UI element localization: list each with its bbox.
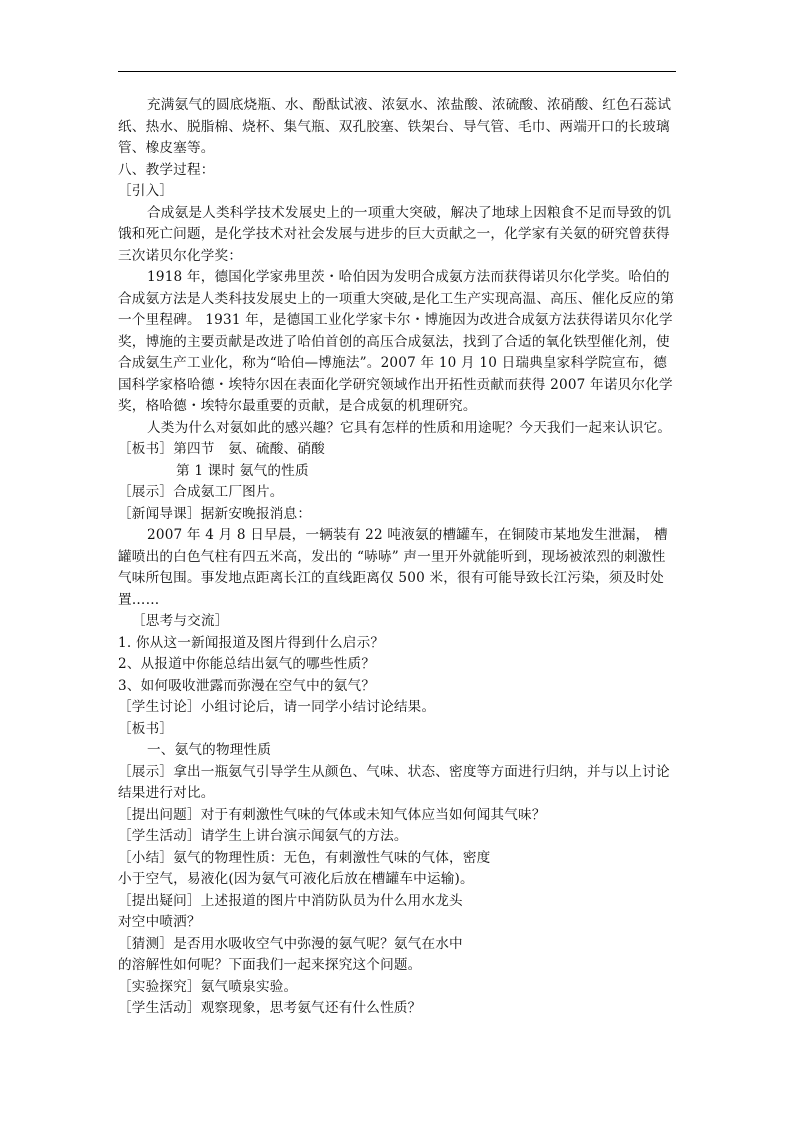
guess-text: 是否用水吸收空气中弥漫的氨气呢？氨气在水中 <box>173 935 463 952</box>
show-label-1: ［展示］ <box>118 484 174 500</box>
show-text-1: 合成氨工厂图片。 <box>173 484 284 500</box>
experiment-label: ［实验探究］ <box>118 978 201 995</box>
intro-label: ［引入］ <box>118 183 174 199</box>
raise-question-label-1: ［提出问题］ <box>118 806 201 823</box>
show-label-2: ［展示］ <box>118 763 174 780</box>
student-activity-text-1: 请学生上讲台演示闻氨气的方法。 <box>200 828 408 844</box>
header-rule <box>118 71 676 72</box>
raise-question-line-1 <box>118 805 678 827</box>
raise-doubt-continuation: 对空中喷洒？ <box>118 914 201 930</box>
guess-continuation: 的溶解性如何呢？下面我们一起来探究这个问题。 <box>118 957 422 973</box>
raise-doubt-line <box>118 891 678 913</box>
board-line <box>118 439 678 461</box>
physical-properties-heading: 一、氨气的物理性质 <box>147 742 272 758</box>
question-item-2: 2、从报道中你能总结出氨气的哪些性质？ <box>118 656 376 672</box>
board-text: 第四节 氨、硫酸、硝酸 <box>173 441 325 457</box>
think-exchange-label: ［思考与交流］ <box>132 613 229 629</box>
intro-paragraph: 合成氨是人类科学技术发展史上的一项重大突破，解决了地球上因粮食不足而导致的饥饿和死亡问题，是化学技术对社会发展与进步的巨大贡献之一，化学家有关氨的研究曾获得三次诺贝尔化学奖： <box>118 204 672 264</box>
lesson-line: 第 1 课时 氨气的性质 <box>176 462 309 479</box>
show-line-1 <box>118 482 678 504</box>
student-activity-line-2 <box>118 998 678 1020</box>
question-paragraph: 人类为什么对氨如此的感兴趣？它具有怎样的性质和用途呢？今天我们一起来认识它。 <box>147 419 672 436</box>
summary-line <box>118 848 678 870</box>
student-activity-line-1 <box>118 826 678 848</box>
student-activity-text-2: 观察现象，思考氨气还有什么性质？ <box>200 1000 422 1016</box>
student-activity-label-1: ［学生活动］ <box>118 828 201 844</box>
student-discuss-line <box>118 697 678 719</box>
board-label: ［板书］ <box>118 441 174 457</box>
summary-text: 氨气的物理性质：无色，有刺激性气味的气体，密度 <box>173 849 491 866</box>
summary-continuation: 小于空气，易液化(因为氨气可液化后放在槽罐车中运输)。 <box>118 871 474 887</box>
guess-label: ［猜测］ <box>118 935 174 952</box>
question-item-1: 1. 你从这一新闻报道及图片得到什么启示？ <box>118 634 385 651</box>
news-guide-text: 据新安晚报消息： <box>200 505 312 522</box>
question-item-3: 3、如何吸收泄露而弥漫在空气中的氨气？ <box>118 677 376 694</box>
guess-line <box>118 934 678 956</box>
raise-doubt-text: 上述报道的图片中消防队员为什么用水龙头 <box>200 892 463 909</box>
experiment-text: 氨气喷泉实验。 <box>200 978 298 995</box>
show-text-2: 拿出一瓶氨气引导学生从颜色、气味、状态、密度等方面进行归纳，并与以上讨论结果进行对比。 <box>118 763 670 801</box>
news-paragraph: 2007 年 4 月 8 日早晨，一辆装有 22 吨液氨的槽罐车，在铜陵市某地发生泄漏， 槽罐喷出的白色气柱有四五米高，发出的 “哧哧” 声一里开外就能听到，现场被浓烈的刺激性气味所包围。事发地点距离长江的直线距离仅 500 米，很有可能导致长江污染，须及时处置…… <box>118 527 668 608</box>
raise-doubt-label: ［提出疑问］ <box>118 892 201 909</box>
board-label-2: ［板书］ <box>118 720 174 737</box>
raise-question-text-1: 对于有刺激性气味的气体或未知气体应当如何闻其气味？ <box>200 806 546 823</box>
student-discuss-label: ［学生讨论］ <box>118 699 201 715</box>
materials-paragraph: 充满氨气的圆底烧瓶、水、酚酞试液、浓氨水、浓盐酸、浓硫酸、浓硝酸、红色石蕊试纸、热水、脱脂棉、烧杯、集气瓶、双孔胶塞、铁架台、导气管、毛巾、两端开口的长玻璃管、橡皮塞等。 <box>118 97 672 156</box>
news-guide-line <box>118 504 678 526</box>
student-discuss-text: 小组讨论后，请一同学小结讨论结果。 <box>200 699 436 715</box>
news-guide-label: ［新闻导课］ <box>118 505 201 522</box>
history-paragraph: 1918 年，德国化学家弗里茨・哈伯因为发明合成氨方法而获得诺贝尔化学奖。哈伯的合成氨方法是人类科技发展史上的一项重大突破,是化工生产实现高温、高压、催化反应的第一个里程碑。 1931 年，是德国工业化学家卡尔・博施因为改进合成氨方法获得诺贝尔化学奖，博施的主要贡献是改进了哈伯首创的高压合成氨法，找到了合适的氧化铁型催化剂，使合成氨生产工业化，称为“哈伯—博施法”。2007 年 10 月 10 日瑞典皇家科学院宣布，德国科学家格哈德・埃特尔因在表面化学研究领域作出开拓性贡献而获得 2007 年诺贝尔化学奖，格哈德・埃特尔最重要的贡献，是合成氨的机理研究。 <box>118 269 675 414</box>
student-activity-label-2: ［学生活动］ <box>118 1000 201 1016</box>
section-heading-teaching-process: 八、教学过程： <box>118 161 215 178</box>
summary-label: ［小结］ <box>118 849 174 866</box>
experiment-line <box>118 977 678 999</box>
document-body <box>118 95 678 1020</box>
show-line-2 <box>118 762 678 805</box>
